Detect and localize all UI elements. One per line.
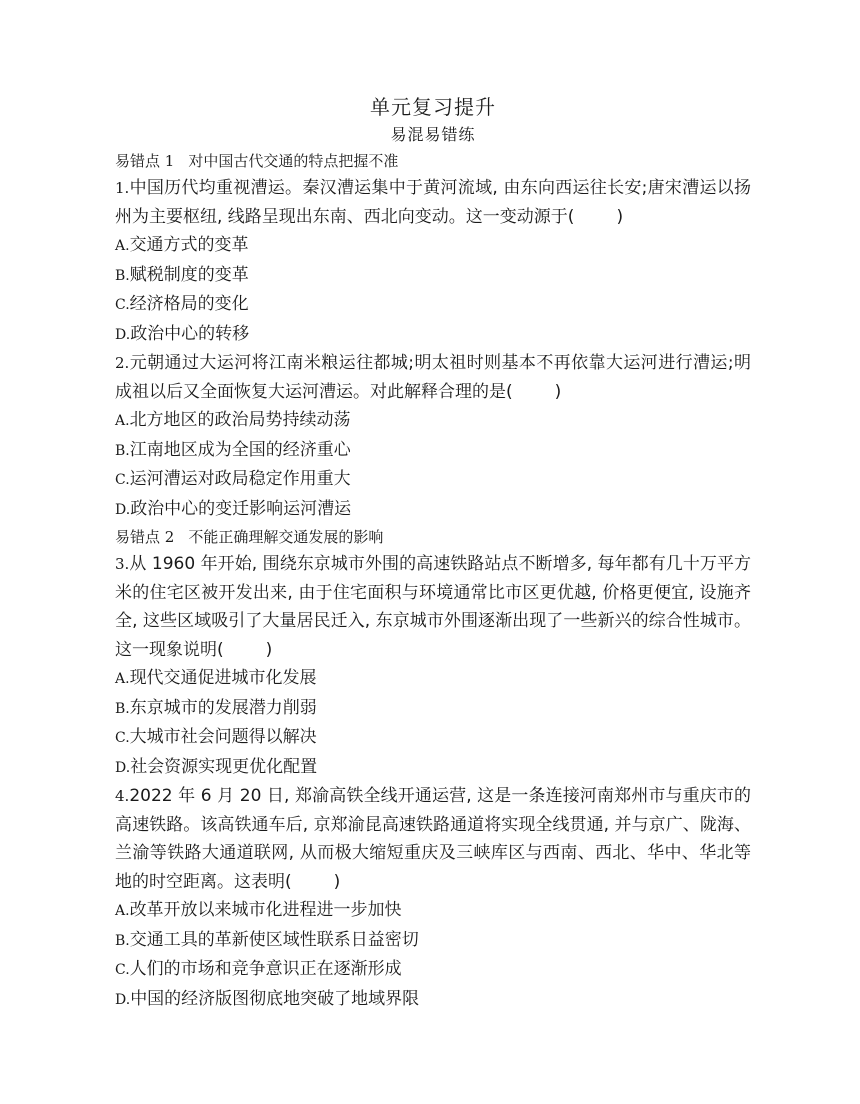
option-text: 经济格局的变化 — [129, 294, 249, 314]
option-text: 现代交通促进城市化发展 — [129, 668, 317, 688]
option-text: 交通工具的革新使区域性联系日益密切 — [129, 929, 419, 950]
option-letter: B. — [115, 932, 130, 949]
option-letter: C. — [115, 297, 130, 313]
answer-option — [115, 926, 751, 956]
option-text: 政治中心的变迁影响运河漕运 — [130, 498, 352, 519]
answer-option — [115, 436, 751, 466]
option-text: 政治中心的转移 — [130, 323, 250, 344]
answer-option — [115, 723, 751, 753]
option-text: 东京城市的发展潜力削弱 — [129, 697, 317, 718]
option-letter: A. — [115, 413, 130, 429]
document-page — [115, 92, 751, 1014]
option-letter: B. — [115, 267, 130, 284]
option-letter: D. — [115, 501, 131, 518]
answer-option — [115, 753, 751, 783]
answer-option — [115, 320, 751, 350]
question-number: 1. — [115, 179, 130, 197]
option-letter: C. — [115, 962, 130, 978]
page-title: 单元复习提升 — [370, 95, 496, 119]
answer-option — [115, 465, 751, 495]
page-subtitle: 易混易错练 — [390, 125, 476, 144]
option-letter: D. — [115, 759, 131, 776]
answer-option — [115, 231, 751, 261]
option-letter: B. — [115, 442, 130, 459]
question-stem — [115, 550, 751, 664]
option-letter: C. — [115, 472, 130, 488]
answer-option — [115, 694, 751, 724]
answer-option — [115, 261, 751, 291]
option-text: 社会资源实现更优化配置 — [130, 756, 318, 777]
question-number: 4. — [115, 787, 130, 805]
option-letter: B. — [115, 700, 130, 717]
section-heading — [115, 148, 751, 174]
answer-option — [115, 664, 751, 694]
question-text-end: ) — [554, 381, 562, 402]
option-text: 江南地区成为全国的经济重心 — [129, 439, 351, 460]
section-title: 对中国古代交通的特点把握不准 — [188, 152, 399, 170]
option-letter: A. — [115, 238, 130, 254]
option-text: 改革开放以来城市化进程进一步加快 — [129, 900, 402, 920]
option-letter: D. — [115, 991, 131, 1008]
question-text-end: ) — [265, 639, 273, 660]
option-text: 人们的市场和竞争意识正在逐渐形成 — [129, 959, 402, 979]
answer-option — [115, 896, 751, 926]
option-text: 中国的经济版图彻底地突破了地域界限 — [130, 988, 420, 1009]
option-letter: A. — [115, 903, 130, 919]
answer-option — [115, 290, 751, 320]
option-text: 运河漕运对政局稳定作用重大 — [129, 469, 351, 489]
option-text: 交通方式的变革 — [129, 235, 249, 255]
question-text-end: ) — [616, 206, 624, 227]
section-heading — [115, 524, 751, 550]
answer-option — [115, 955, 751, 985]
option-text: 北方地区的政治局势持续动荡 — [129, 410, 351, 430]
question-stem — [115, 782, 751, 896]
question-text: 2022 年 6 月 20 日, 郑渝高铁全线开通运营, 这是一条连接河南郑州市与重庆市的高速铁路。该高铁通车后, 京郑渝昆高速铁路通道将实现全线贯通, 并与京广、陇海、兰渝等铁路大通道联网, 从而极大缩短重庆及三峡库区与西南、西北、华中、华北等地的时空距离。这表明( — [115, 786, 751, 892]
answer-option — [115, 406, 751, 436]
option-letter: D. — [115, 326, 131, 343]
answer-option — [115, 985, 751, 1015]
section-title: 不能正确理解交通发展的影响 — [188, 528, 384, 546]
option-text: 大城市社会问题得以解决 — [129, 727, 317, 747]
question-text: 从 1960 年开始, 围绕东京城市外围的高速铁路站点不断增多, 每年都有几十万平方米的住宅区被开发出来, 由于住宅面积与环境通常比市区更优越, 价格更便宜, 设施齐全, 这些区域吸引了大量居民迁入, 东京城市外围逐渐出现了一些新兴的综合性城市。这一现象说明( — [115, 554, 751, 660]
question-text: 元朝通过大运河将江南米粮运往都城;明太祖时则基本不再依靠大运河进行漕运;明成祖以后又全面恢复大运河漕运。对此解释合理的是( — [115, 353, 751, 402]
question-number: 2. — [115, 354, 130, 372]
question-stem — [115, 349, 751, 406]
option-text: 赋税制度的变革 — [129, 264, 249, 285]
section-label: 易错点 1 — [115, 152, 175, 170]
section-label: 易错点 2 — [115, 528, 175, 546]
question-stem — [115, 174, 751, 231]
question-number: 3. — [115, 555, 130, 573]
question-text: 中国历代均重视漕运。秦汉漕运集中于黄河流域, 由东向西运往长安;唐宋漕运以扬州为主要枢纽, 线路呈现出东南、西北向变动。这一变动源于( — [115, 178, 751, 227]
option-letter: A. — [115, 671, 130, 687]
answer-option — [115, 495, 751, 525]
question-text-end: ) — [333, 871, 341, 892]
option-letter: C. — [115, 730, 130, 746]
